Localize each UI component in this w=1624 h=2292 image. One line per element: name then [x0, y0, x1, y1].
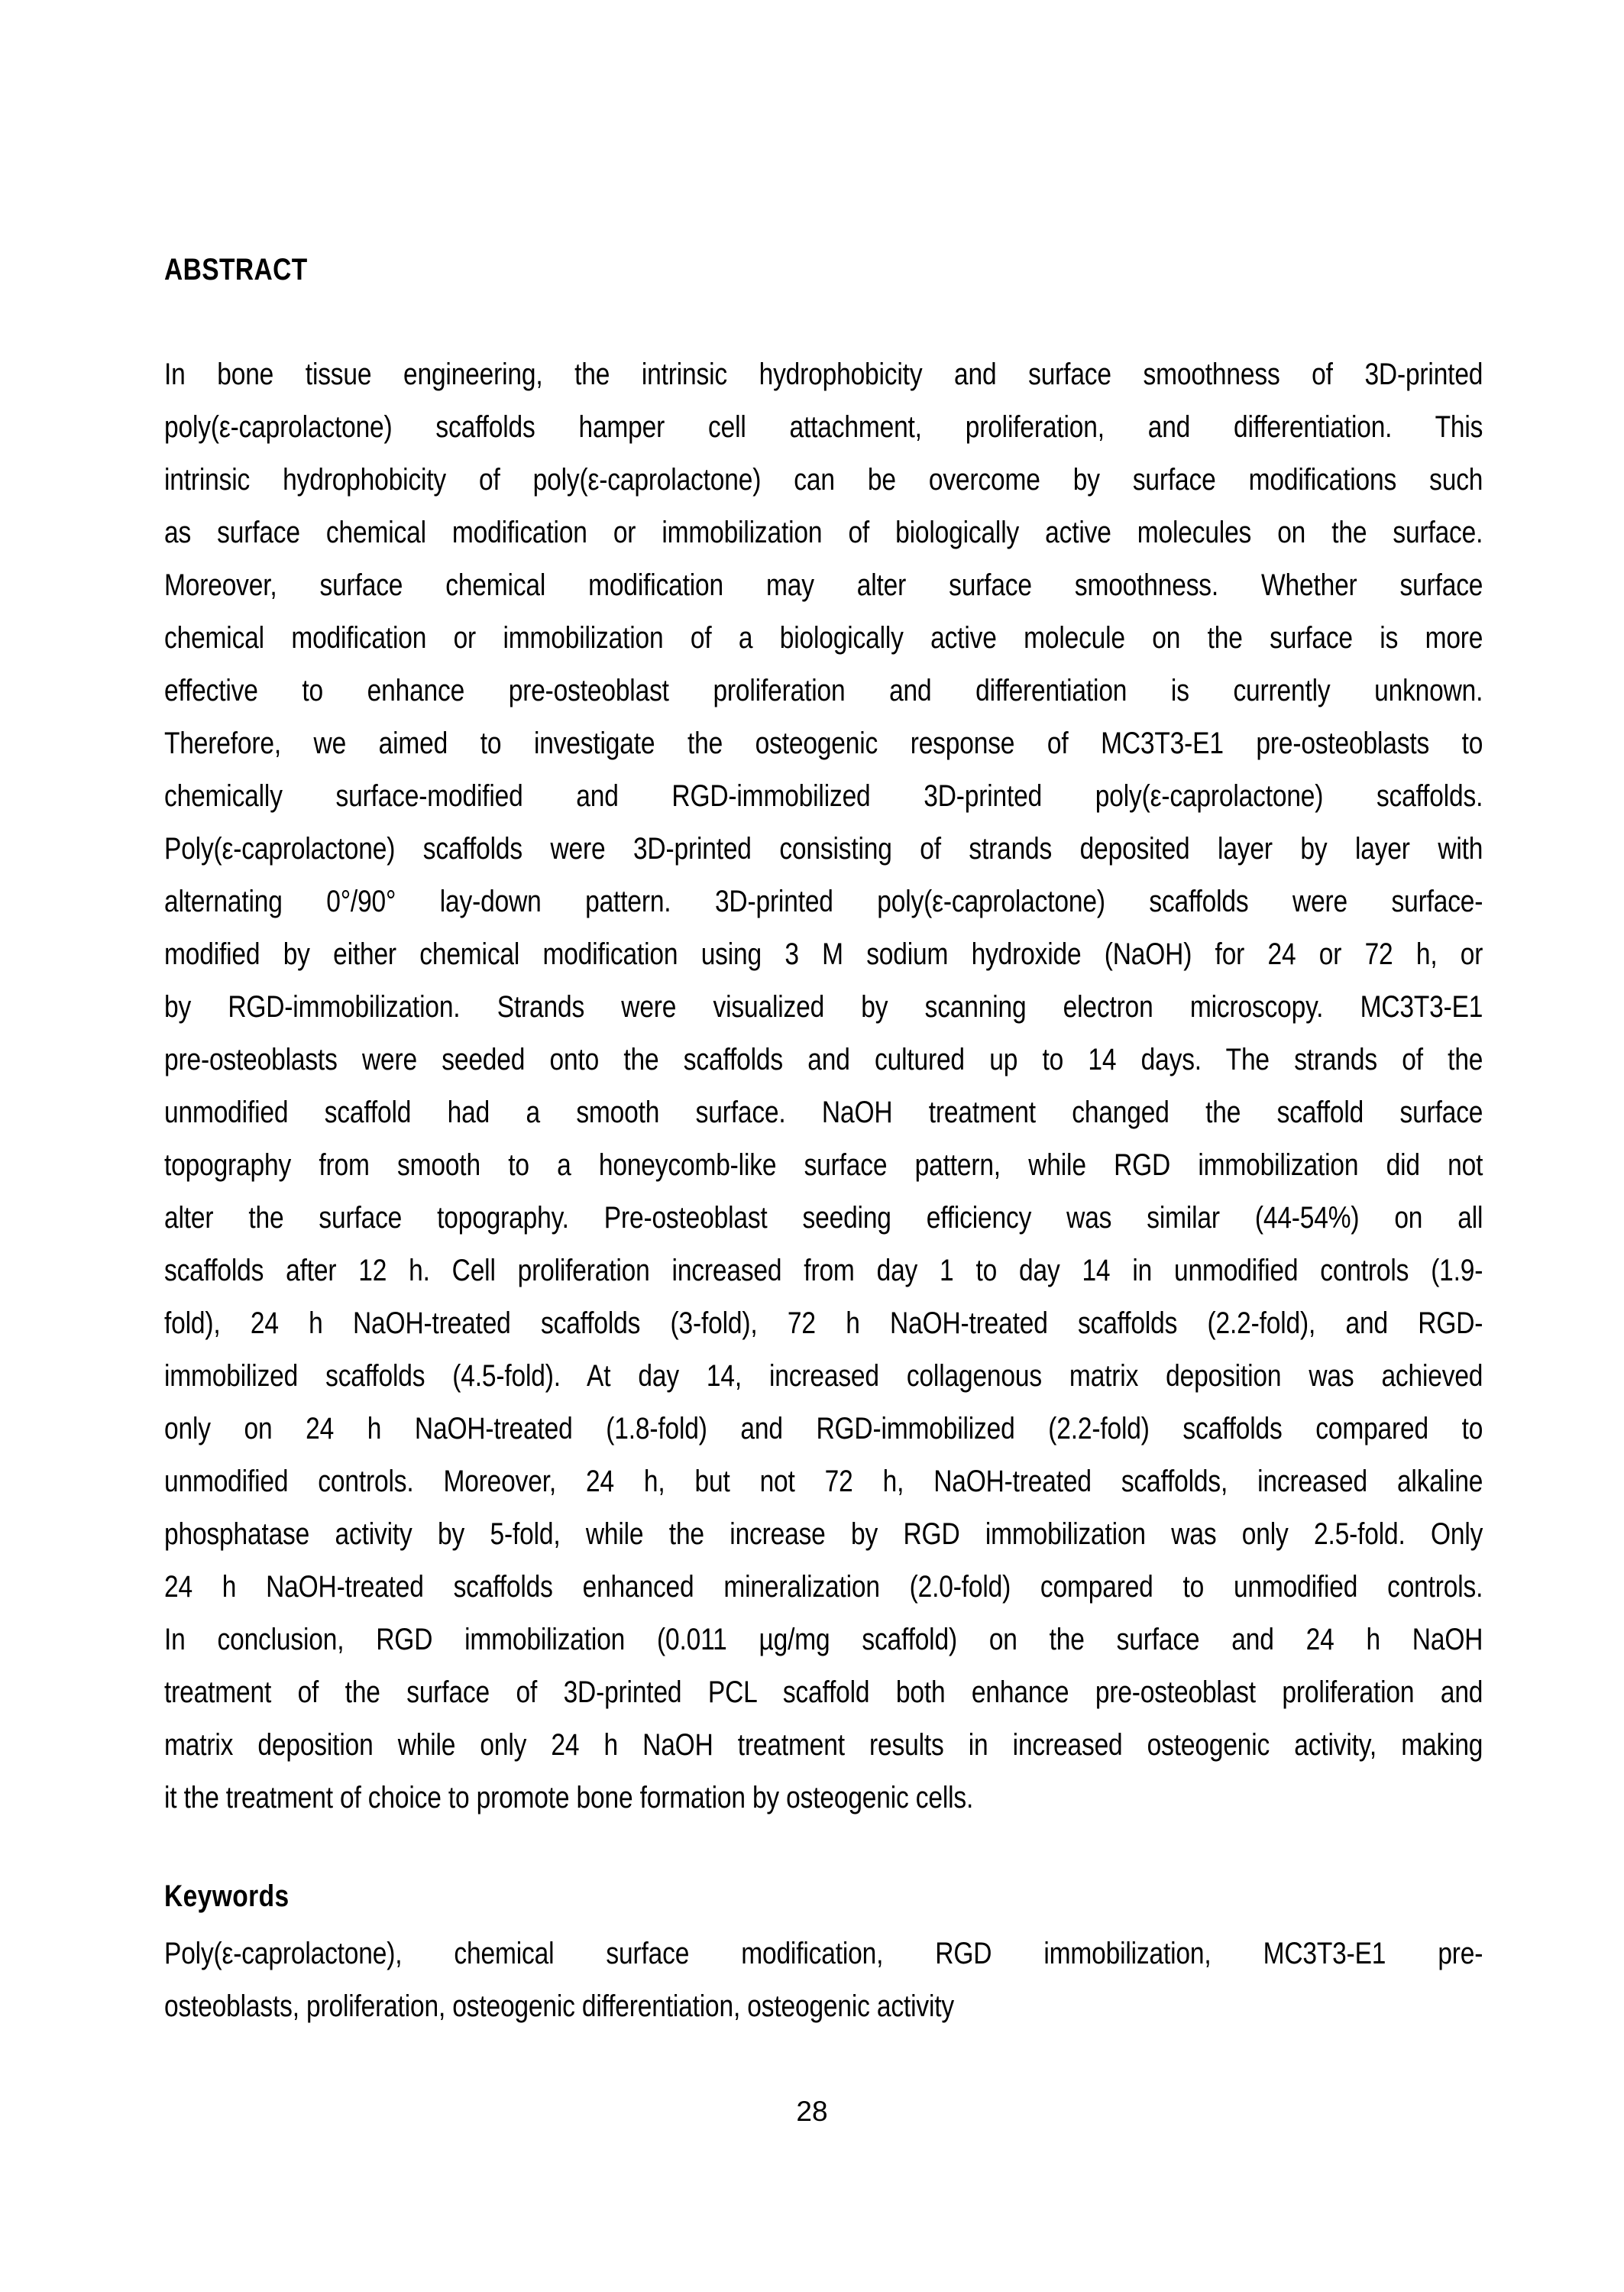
text-line: as surface chemical modification or immobilization of biologically active molecules on the surface. [164, 516, 1483, 549]
text-line: Poly(ε-caprolactone) scaffolds were 3D-printed consisting of strands deposited layer by layer with [164, 832, 1483, 866]
page-number: 28 [796, 2096, 828, 2127]
text-line: by RGD-immobilization. Strands were visualized by scanning electron microscopy. MC3T3-E1 [164, 990, 1483, 1024]
text-line: osteoblasts, proliferation, osteogenic differentiation, osteogenic activity [164, 1989, 955, 2023]
text-line: modified by either chemical modification using 3 M sodium hydroxide (NaOH) for 24 or 72 h, or [164, 937, 1483, 971]
text-line: In bone tissue engineering, the intrinsic hydrophobicity and surface smoothness of 3D-printed [164, 358, 1483, 391]
text-line: poly(ε-caprolactone) scaffolds hamper cell attachment, proliferation, and differentiation. This [164, 410, 1483, 444]
text-line: alter the surface topography. Pre-osteoblast seeding efficiency was similar (44-54%) on all [164, 1201, 1483, 1235]
abstract-paragraph [164, 348, 1483, 1824]
text-line: scaffolds after 12 h. Cell proliferation increased from day 1 to day 14 in unmodified controls (1.9- [164, 1254, 1483, 1287]
text-line: pre-osteoblasts were seeded onto the scaffolds and cultured up to 14 days. The strands of the [164, 1043, 1483, 1076]
text-line: In conclusion, RGD immobilization (0.011 µg/mg scaffold) on the surface and 24 h NaOH [164, 1623, 1483, 1656]
text-line: Poly(ε-caprolactone), chemical surface modification, RGD immobilization, MC3T3-E1 pre- [164, 1937, 1483, 1970]
keywords-heading: Keywords [164, 1879, 290, 1913]
text-line: matrix deposition while only 24 h NaOH treatment results in increased osteogenic activity, making [164, 1728, 1483, 1762]
text-line: unmodified scaffold had a smooth surface. NaOH treatment changed the scaffold surface [164, 1096, 1483, 1129]
abstract-heading: ABSTRACT [164, 253, 308, 286]
text-line: immobilized scaffolds (4.5-fold). At day 14, increased collagenous matrix deposition was achieved [164, 1359, 1483, 1393]
text-line: topography from smooth to a honeycomb-like surface pattern, while RGD immobilization did not [164, 1148, 1483, 1182]
text-line: effective to enhance pre-osteoblast proliferation and differentiation is currently unknown. [164, 674, 1483, 707]
text-line: Therefore, we aimed to investigate the osteogenic response of MC3T3-E1 pre-osteoblasts to [164, 727, 1483, 760]
text-line: chemical modification or immobilization of a biologically active molecule on the surface is more [164, 621, 1483, 655]
text-line: alternating 0°/90° lay-down pattern. 3D-printed poly(ε-caprolactone) scaffolds were surface- [164, 885, 1483, 918]
text-line: Moreover, surface chemical modification may alter surface smoothness. Whether surface [164, 568, 1483, 602]
text-line: treatment of the surface of 3D-printed PCL scaffold both enhance pre-osteoblast proliferation and [164, 1675, 1483, 1709]
text-line: chemically surface-modified and RGD-immobilized 3D-printed poly(ε-caprolactone) scaffolds. [164, 779, 1483, 813]
text-line: intrinsic hydrophobicity of poly(ε-caprolactone) can be overcome by surface modifications such [164, 463, 1483, 497]
keywords-paragraph [164, 1928, 1483, 2033]
text-line: 24 h NaOH-treated scaffolds enhanced mineralization (2.0-fold) compared to unmodified controls. [164, 1570, 1483, 1604]
text-line: phosphatase activity by 5-fold, while the increase by RGD immobilization was only 2.5-fold. Only [164, 1517, 1483, 1551]
text-line: only on 24 h NaOH-treated (1.8-fold) and RGD-immobilized (2.2-fold) scaffolds compared to [164, 1412, 1483, 1445]
text-line: it the treatment of choice to promote bone formation by osteogenic cells. [164, 1781, 974, 1814]
text-line: fold), 24 h NaOH-treated scaffolds (3-fold), 72 h NaOH-treated scaffolds (2.2-fold), and RGD- [164, 1306, 1483, 1340]
text-line: unmodified controls. Moreover, 24 h, but not 72 h, NaOH-treated scaffolds, increased alkaline [164, 1465, 1483, 1498]
